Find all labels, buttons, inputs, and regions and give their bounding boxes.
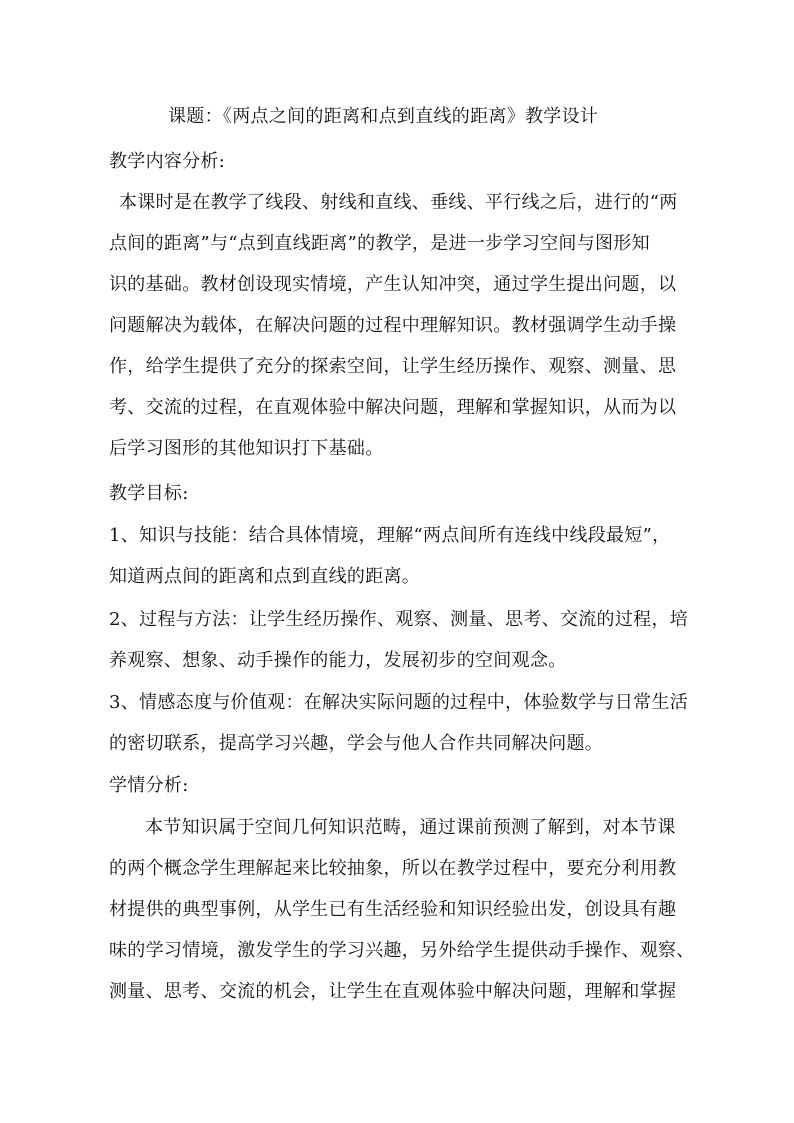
learner-analysis-line: 测量、思考、交流的机会，让学生在直观体验中解决问题，理解和掌握 [109,981,677,1002]
teaching-goals-heading: 教学目标: [109,483,189,504]
learner-analysis-line: 材提供的典型事例，从学生已有生活经验和知识经验出发，创设具有趣 [109,899,677,920]
learner-analysis-line: 味的学习情境，激发学生的学习兴趣，另外给学生提供动手操作、观察、 [109,940,695,961]
goal-process-line: 养观察、想象、动手操作的能力，发展初步的空间观念。 [109,650,567,671]
content-analysis-line: 识的基础。教材创设现实情境，产生认知冲突，通过学生提出问题，以 [109,274,677,295]
content-analysis-line: 作，给学生提供了充分的探索空间，让学生经历操作、观察、测量、思 [109,356,677,377]
goal-attitude-line: 的密切联系，提高学习兴趣，学会与他人合作共同解决问题。 [109,733,604,754]
content-analysis-line: 问题解决为载体，在解决问题的过程中理解知识。教材强调学生动手操 [109,315,677,336]
learner-analysis-line: 本节知识属于空间几何知识范畴，通过课前预测了解到，对本节课 [145,817,676,838]
content-analysis-line: 点间的距离”与“点到直线距离”的教学，是进一步学习空间与图形知 [109,233,650,254]
content-analysis-heading: 教学内容分析: [109,151,226,172]
content-analysis-line: 考、交流的过程，在直观体验中解决问题，理解和掌握知识，从而为以 [109,397,677,418]
content-analysis-line: 后学习图形的其他知识打下基础。 [109,438,384,459]
learner-analysis-heading: 学情分析: [109,775,189,796]
page-title: 课题：《两点之间的距离和点到直线的距离》教学设计 [168,106,599,127]
goal-knowledge-line: 知道两点间的距离和点到直线的距离。 [109,566,421,587]
goal-process-line: 2、过程与方法：让学生经历操作、观察、测量、思考、交流的过程，培 [109,609,689,630]
goal-knowledge-line: 1、知识与技能：结合具体情境，理解“两点间所有连线中线段最短”， [109,525,671,546]
goal-attitude-line: 3、情感态度与价值观：在解决实际问题的过程中，体验数学与日常生活 [109,692,689,713]
learner-analysis-line: 的两个概念学生理解起来比较抽象，所以在教学过程中，要充分利用教 [109,858,677,879]
content-analysis-line: 本课时是在教学了线段、射线和直线、垂线、平行线之后，进行的“两 [119,192,678,213]
